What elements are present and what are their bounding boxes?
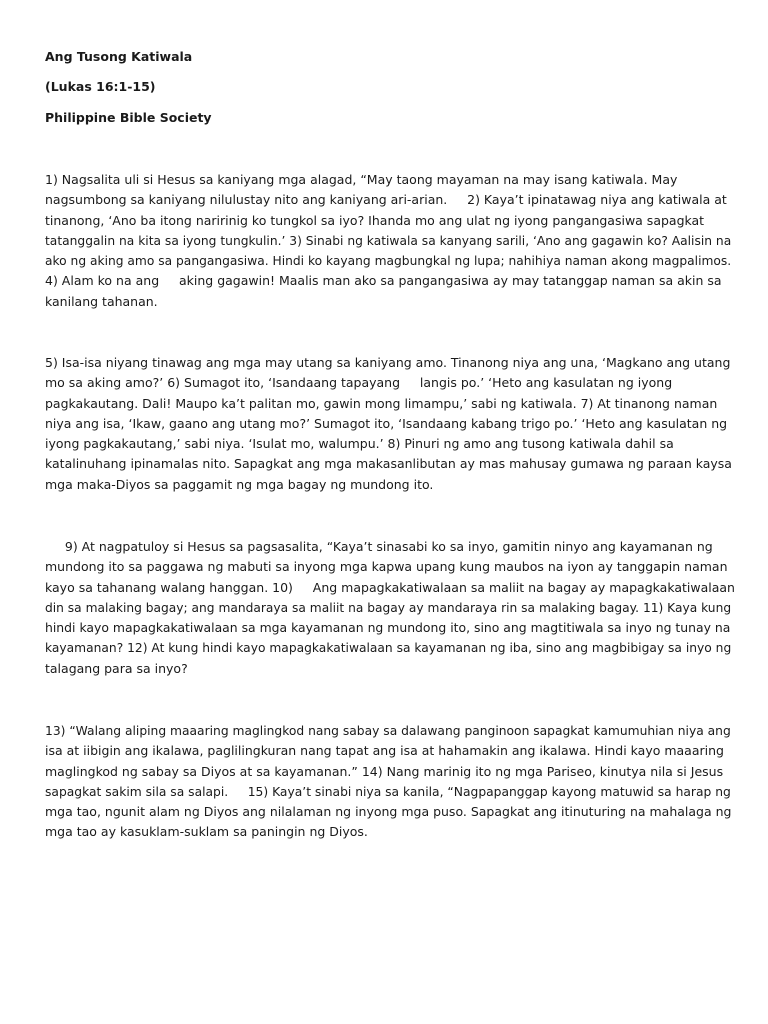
text-line: isa at iibigin ang ikalawa, paglilingkuran nang tapat ang isa at hahamakin ang ikalawa. Hindi kayo maaaring [45, 743, 724, 759]
text-line: mga tao, ngunit alam ng Diyos ang nilalaman ng inyong mga puso. Sapagkat ang itinuturing na mahalaga ng [45, 804, 732, 820]
document-title: Ang Tusong Katiwala [45, 49, 193, 64]
paragraph-verses-1-4 [45, 170, 735, 312]
text-line: tinanong, ‘Ano ba itong naririnig ko tungkol sa iyo? Ihanda mo ang ulat ng iyong pangangasiwa sapagkat [45, 212, 705, 228]
scripture-reference: (Lukas 16:1-15) [45, 79, 156, 94]
publisher-name: Philippine Bible Society [45, 110, 212, 125]
text-line: mundong ito sa paggawa ng mabuti sa inyong mga kapwa upang kung maubos na iyon ay tanggapin naman [45, 559, 728, 575]
text-line: maglingkod ng sabay sa Diyos at sa kayamanan.” 14) Nang marinig ito ng mga Pariseo, kinutya nila si Jesus [45, 763, 724, 779]
text-line: iyong pagkakautang,’ sabi niya. ‘Isulat mo, walumpu.’ 8) Pinuri ng amo ang tusong katiwala dahil sa [45, 436, 674, 452]
text-line: mo sa aking amo?’ 6) Sumagot ito, ‘Isandaang tapayang langis po.’ ‘Heto ang kasulatan ng iyong [45, 375, 673, 391]
paragraph-verses-5-8 [45, 353, 735, 495]
text-line: kayo sa tahanang walang hanggan. 10) Ang mapagkakatiwalaan sa maliit na bagay ay mapagkakatiwalaan [45, 579, 735, 595]
text-line: niya ang isa, ‘Ikaw, gaano ang utang mo?’ Sumagot ito, ‘Isandaang kabang trigo po.’ ‘Heto ang kasulatan ng [45, 415, 728, 431]
text-line: nagsumbong sa kaniyang nilulustay nito ang kaniyang ari-arian. 2) Kaya’t ipinatawag niya ang katiwala at [45, 192, 727, 208]
text-line: 1) Nagsalita uli si Hesus sa kaniyang mga alagad, “May taong mayaman na may isang katiwala. May [45, 172, 678, 187]
text-line: 9) At nagpatuloy si Hesus sa pagsasalita, “Kaya’t sinasabi ko sa inyo, gamitin ninyo ang kayamanan ng [45, 539, 713, 554]
text-line: 13) “Walang aliping maaaring maglingkod nang sabay sa dalawang panginoon sapagkat kamumuhian niya ang [45, 724, 731, 738]
text-line: hindi kayo mapagkakatiwalaan sa mga kayamanan ng mundong ito, sino ang magtitiwala sa inyo ng tunay na [45, 620, 731, 636]
text-line: kanilang tahanan. [45, 293, 158, 309]
text-line: 5) Isa-isa niyang tinawag ang mga may utang sa kaniyang amo. Tinanong niya ang una, ‘Magkano ang utang [45, 355, 731, 370]
text-line: sapagkat sakim sila sa salapi. 15) Kaya’t sinabi niya sa kanila, “Nagpapanggap kayong matuwid sa harap ng [45, 784, 731, 799]
text-line: talagang para sa inyo? [45, 660, 188, 676]
text-line: tatanggalin na kita sa iyong tungkulin.’ 3) Sinabi ng katiwala sa kanyang sarili, ‘Ano ang gagawin ko? Aalisin na [45, 233, 732, 248]
paragraph-verses-9-12 [45, 537, 735, 679]
text-line: pagkakautang. Dali! Maupo ka’t palitan mo, gawin mong limampu,’ sabi ng katiwala. 7) At tinanong naman [45, 395, 718, 411]
text-line: kayamanan? 12) At kung hindi kayo mapagkakatiwalaan sa kayamanan ng iba, sino ang magbibigay sa inyo ng [45, 641, 732, 656]
text-line: 4) Alam ko na ang aking gagawin! Maalis man ako sa pangangasiwa ay may tatanggap naman sa akin sa [45, 273, 722, 289]
text-line: katalinuhang ipinamalas nito. Sapagkat ang mga makasanlibutan ay mas mahusay gumawa ng paraan kaysa [45, 456, 732, 472]
text-line: mga tao ay kasuklam-suklam sa paningin ng Diyos. [45, 824, 368, 840]
text-line: din sa malaking bagay; ang mandaraya sa maliit na bagay ay mandaraya rin sa malaking bagay. 11) Kaya kung [45, 600, 732, 615]
text-line: ako ng aking amo sa pangangasiwa. Hindi ko kayang magbungkal ng lupa; nahihiya naman akong magpalimos. [45, 254, 732, 269]
text-line: mga maka-Diyos sa paggamit ng mga bagay ng mundong ito. [45, 476, 434, 492]
paragraph-verses-13-15 [45, 721, 735, 843]
